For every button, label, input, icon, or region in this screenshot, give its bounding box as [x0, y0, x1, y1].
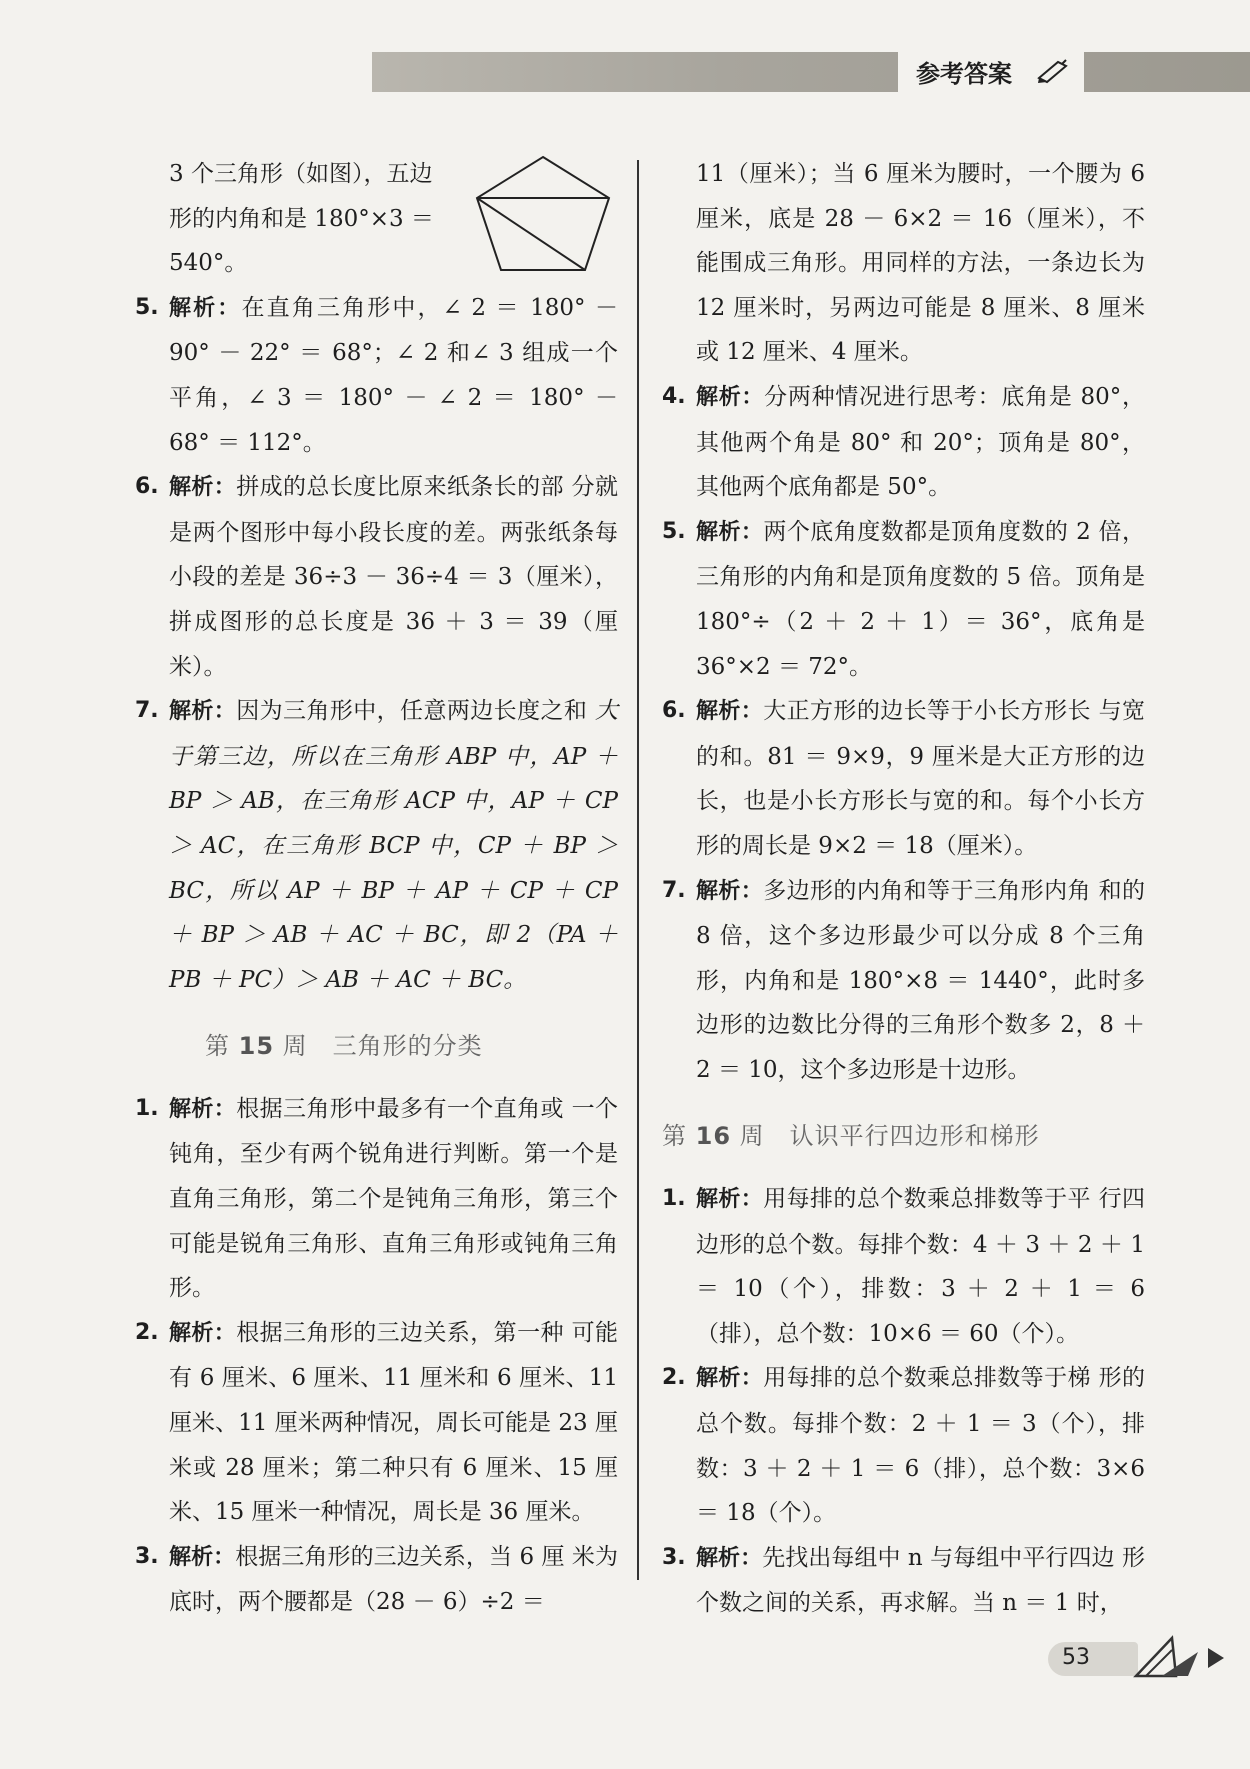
item-text-cont: 大于第三边，所以在三角形 ABP 中，AP ＋ BP ＞ AB，在三角形 ACP 中，AP ＋ CP ＞ AC，在三角形 BCP 中，CP ＋ BP ＞ BC，所以 AP ＋ BP ＋ AP ＋ CP ＋ CP ＋ BP ＞ AB ＋ AC ＋ BC，即 2（PA ＋ PB ＋ PC）＞ AB ＋ AC ＋ BC。	[169, 698, 618, 993]
answer-item	[135, 1535, 618, 1625]
answer-item	[135, 465, 618, 689]
item-tag: 解析：	[696, 1187, 764, 1213]
item-tag: 解析：	[696, 1545, 763, 1571]
item-text-cont: 90° － 22° ＝ 68°；∠ 2 和∠ 3 组成一个平角，∠ 3 ＝ 180° － ∠ 2 ＝ 180° － 68° ＝ 112°。	[169, 340, 618, 456]
right-column	[662, 152, 1145, 1626]
item-tag: 解析：	[169, 1544, 236, 1570]
intro-line: 540°。	[169, 250, 248, 277]
answer-item	[135, 286, 618, 465]
item-number: 3.	[135, 1543, 159, 1569]
item-text: 在直角三角形中，∠ 2 ＝ 180° －	[241, 294, 618, 321]
item-number: 4.	[662, 383, 686, 409]
item-number: 7.	[662, 877, 686, 903]
item-tag: 解析：	[169, 475, 237, 501]
answer-item	[662, 1536, 1145, 1626]
item-text: 先找出每组中 n 与每组中平行四边	[762, 1544, 1115, 1571]
item-text-cont: 形的总个数。每排个数：2 ＋ 1 ＝ 3（个），排数：3 ＋ 2 ＋ 1 ＝ 6（排），总个数：3×6 ＝ 18（个）。	[696, 1365, 1145, 1527]
item-text-cont: 行四边形的总个数。每排个数：4 ＋ 3 ＋ 2 ＋ 1 ＝ 10（个），排数：3 ＋ 2 ＋ 1 ＝ 6（排），总个数：10×6 ＝ 60（个）。	[696, 1186, 1145, 1347]
pentagon-figure	[473, 154, 613, 274]
pencil-icon	[1036, 58, 1070, 84]
item-number: 7.	[135, 698, 159, 724]
item-text: 根据三角形中最多有一个直角或	[236, 1095, 564, 1122]
intro-line: 3 个三角形（如图），五边	[169, 161, 433, 187]
item-number: 1.	[662, 1186, 686, 1212]
item-text: 用每排的总个数乘总排数等于平	[763, 1186, 1091, 1213]
item-tag: 解析：	[696, 1366, 764, 1392]
item-text-cont: 形个数之间的关系，再求解。当 n ＝ 1 时，	[696, 1544, 1145, 1617]
item-text-cont: 一个钝角，至少有两个锐角进行判断。第一个是直角三角形，第二个是钝角三角形，第三个可能是锐角三角形、直角三角形或钝角三角形。	[169, 1095, 618, 1302]
item-tag: 解析：	[169, 295, 242, 321]
item-text-cont: 分就是两个图形中每小段长度的差。两张纸条每小段的差是 36÷3 － 36÷4 ＝ 3（厘米），拼成图形的总长度是 36 ＋ 3 ＝ 39（厘米）。	[169, 474, 618, 680]
item-text: 拼成的总长度比原来纸条长的部	[236, 474, 564, 501]
header-bar	[372, 52, 1250, 92]
item-text-cont: 米为底时，两个腰都是（28 － 6）÷2 ＝	[169, 1543, 618, 1616]
item-text-cont: 80°，其他两个角是 80° 和 20°；顶角是 80°，其他两个底角都是 50°。	[696, 383, 1145, 501]
answer-item	[662, 869, 1145, 1093]
item-number: 2.	[135, 1319, 159, 1345]
answer-item	[135, 1311, 618, 1535]
column-divider	[637, 160, 639, 1580]
item-text: 因为三角形中，任意两边长度之和	[236, 698, 588, 725]
item-text: 大正方形的边长等于小长方形长	[763, 698, 1091, 725]
answer-item	[662, 1356, 1145, 1535]
set-square-icon	[1132, 1632, 1204, 1682]
item-text: 根据三角形的三边关系，当 6 厘	[235, 1543, 565, 1570]
item-tag: 解析：	[169, 699, 237, 725]
answer-item	[662, 375, 1145, 510]
left-column	[135, 152, 618, 1625]
intro-paragraph	[135, 152, 469, 286]
answer-item	[662, 510, 1145, 689]
item-number: 1.	[135, 1095, 159, 1121]
item-text: 两个底角度数都是顶角度数的	[763, 518, 1069, 545]
item-tag: 解析：	[696, 878, 764, 904]
item-tag: 解析：	[169, 1320, 237, 1346]
item-number: 6.	[135, 474, 159, 500]
item-text: 用每排的总个数乘总排数等于梯	[763, 1365, 1091, 1392]
item-tag: 解析：	[696, 699, 764, 725]
page-number: 53	[1062, 1645, 1090, 1670]
item-text-cont: 与宽的和。81 ＝ 9×9，9 厘米是大正方形的边长，也是小长方形长与宽的和。每个小长方形的周长是 9×2 ＝ 18（厘米）。	[696, 698, 1145, 859]
item-tag: 解析：	[696, 519, 764, 545]
triangle-arrow-icon	[1206, 1646, 1226, 1670]
week-number: 16	[695, 1122, 732, 1151]
item-tag: 解析：	[169, 1096, 237, 1122]
item-text: 根据三角形的三边关系，第一种	[236, 1319, 564, 1346]
item-number: 2.	[662, 1365, 686, 1391]
item-number: 5.	[135, 294, 159, 320]
item-text: 多边形的内角和等于三角形内角	[763, 877, 1091, 904]
answer-item	[135, 689, 618, 1002]
intro-line: 形的内角和是 180°×3 ＝	[169, 205, 434, 232]
item-number: 6.	[662, 698, 686, 724]
answer-item	[135, 1087, 618, 1311]
item-number: 5.	[662, 518, 686, 544]
item-text: 分两种情况进行思考：底角是	[764, 383, 1073, 410]
item-text-cont: 2 倍，三角形的内角和是顶角度数的 5 倍。顶角是 180°÷（2 ＋ 2 ＋ 1）＝ 36°，底角是 36°×2 ＝ 72°。	[696, 518, 1146, 680]
section-heading-week-15: 第 15 周 三角形的分类	[205, 1032, 483, 1061]
week-number: 15	[238, 1032, 275, 1061]
item-text-cont: 和的 8 倍，这个多边形最少可以分成 8 个三角形，内角和是 180°×8 ＝ 1440°，此时多边形的边数比分得的三角形个数多 2，8 ＋ 2 ＝ 10，这个多边形是十边形。	[696, 877, 1145, 1083]
item-number: 3.	[662, 1544, 686, 1570]
answer-item	[662, 689, 1145, 868]
page-header-title: 参考答案	[916, 60, 1012, 88]
continued-paragraph: 11（厘米）；当 6 厘米为腰时，一个腰为 6 厘米，底是 28 － 6×2 ＝ 16（厘米），不能围成三角形。用同样的方法，一条边长为 12 厘米时，另两边可能是 8 厘米、8 厘米或 12 厘米、4 厘米。	[696, 161, 1145, 366]
item-tag: 解析：	[696, 384, 765, 410]
section-heading-week-16: 第 16 周 认识平行四边形和梯形	[662, 1122, 1040, 1151]
item-text-cont: 可能有 6 厘米、6 厘米、11 厘米和 6 厘米、11 厘米、11 厘米两种情况，周长可能是 23 厘米或 28 厘米；第二种只有 6 厘米、15 厘米、15 厘米一种情况，周长是 36 厘米。	[169, 1319, 618, 1526]
answer-item	[662, 1177, 1145, 1356]
